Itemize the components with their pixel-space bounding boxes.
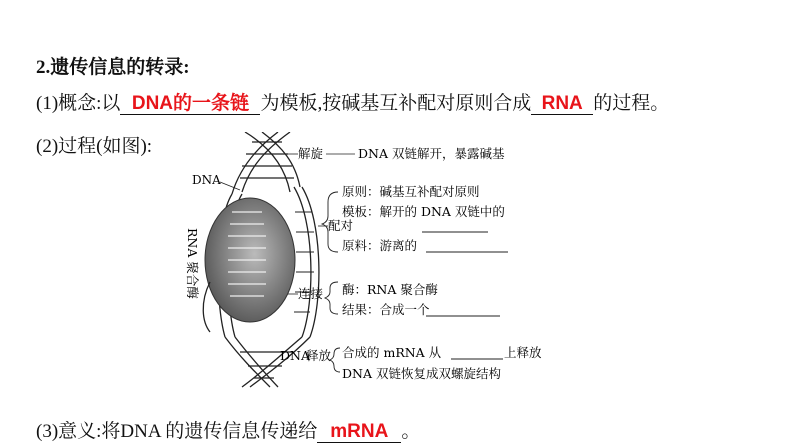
release-line1-b: 上释放 (504, 345, 542, 360)
unwind-description: DNA 双链解开，暴露碱基 (358, 146, 505, 161)
pair-material: 原料：游离的 (342, 238, 418, 253)
transcription-diagram (170, 132, 570, 392)
step-link: 连接 (298, 286, 324, 301)
section-heading: 2.遗传信息的转录: (36, 57, 190, 78)
link-enzyme: 酶：RNA 聚合酶 (342, 282, 438, 297)
rna-polymerase-label: RNA 聚合酶 (185, 228, 200, 299)
link-result: 结果：合成一个 (342, 302, 430, 317)
significance-answer: mRNA (317, 422, 401, 443)
step-pair: 配对 (328, 218, 354, 233)
concept-answer-2: RNA (531, 94, 593, 115)
significance-prefix: (3)意义:将DNA 的遗传信息传递给 (36, 421, 318, 442)
pair-template: 模板：解开的 DNA 双链中的 (342, 204, 505, 219)
concept-suffix: 的过程。 (593, 93, 670, 114)
step-unwind: 解旋 (298, 146, 324, 161)
concept-middle: 为模板,按碱基互补配对原则合成 (260, 93, 532, 114)
dna-helix-top (232, 132, 300, 194)
concept-line (36, 88, 669, 115)
step-release: 释放 (306, 348, 332, 363)
pair-principle: 原则：碱基互补配对原则 (342, 184, 480, 199)
release-line2: DNA 双链恢复成双螺旋结构 (342, 366, 501, 381)
concept-answer-1: DNA的一条链 (120, 94, 260, 115)
release-brace (330, 348, 340, 372)
process-label: (2)过程(如图): (36, 136, 153, 157)
dna-label: DNA (192, 173, 221, 187)
significance-line (36, 416, 420, 443)
significance-suffix: 。 (401, 421, 421, 442)
step-release-prefix: DNA (280, 348, 310, 363)
mrna-strand (203, 282, 210, 332)
concept-prefix: (1)概念:以 (36, 93, 121, 114)
release-line1-a: 合成的 mRNA 从 (342, 345, 442, 360)
link-brace (325, 282, 338, 314)
